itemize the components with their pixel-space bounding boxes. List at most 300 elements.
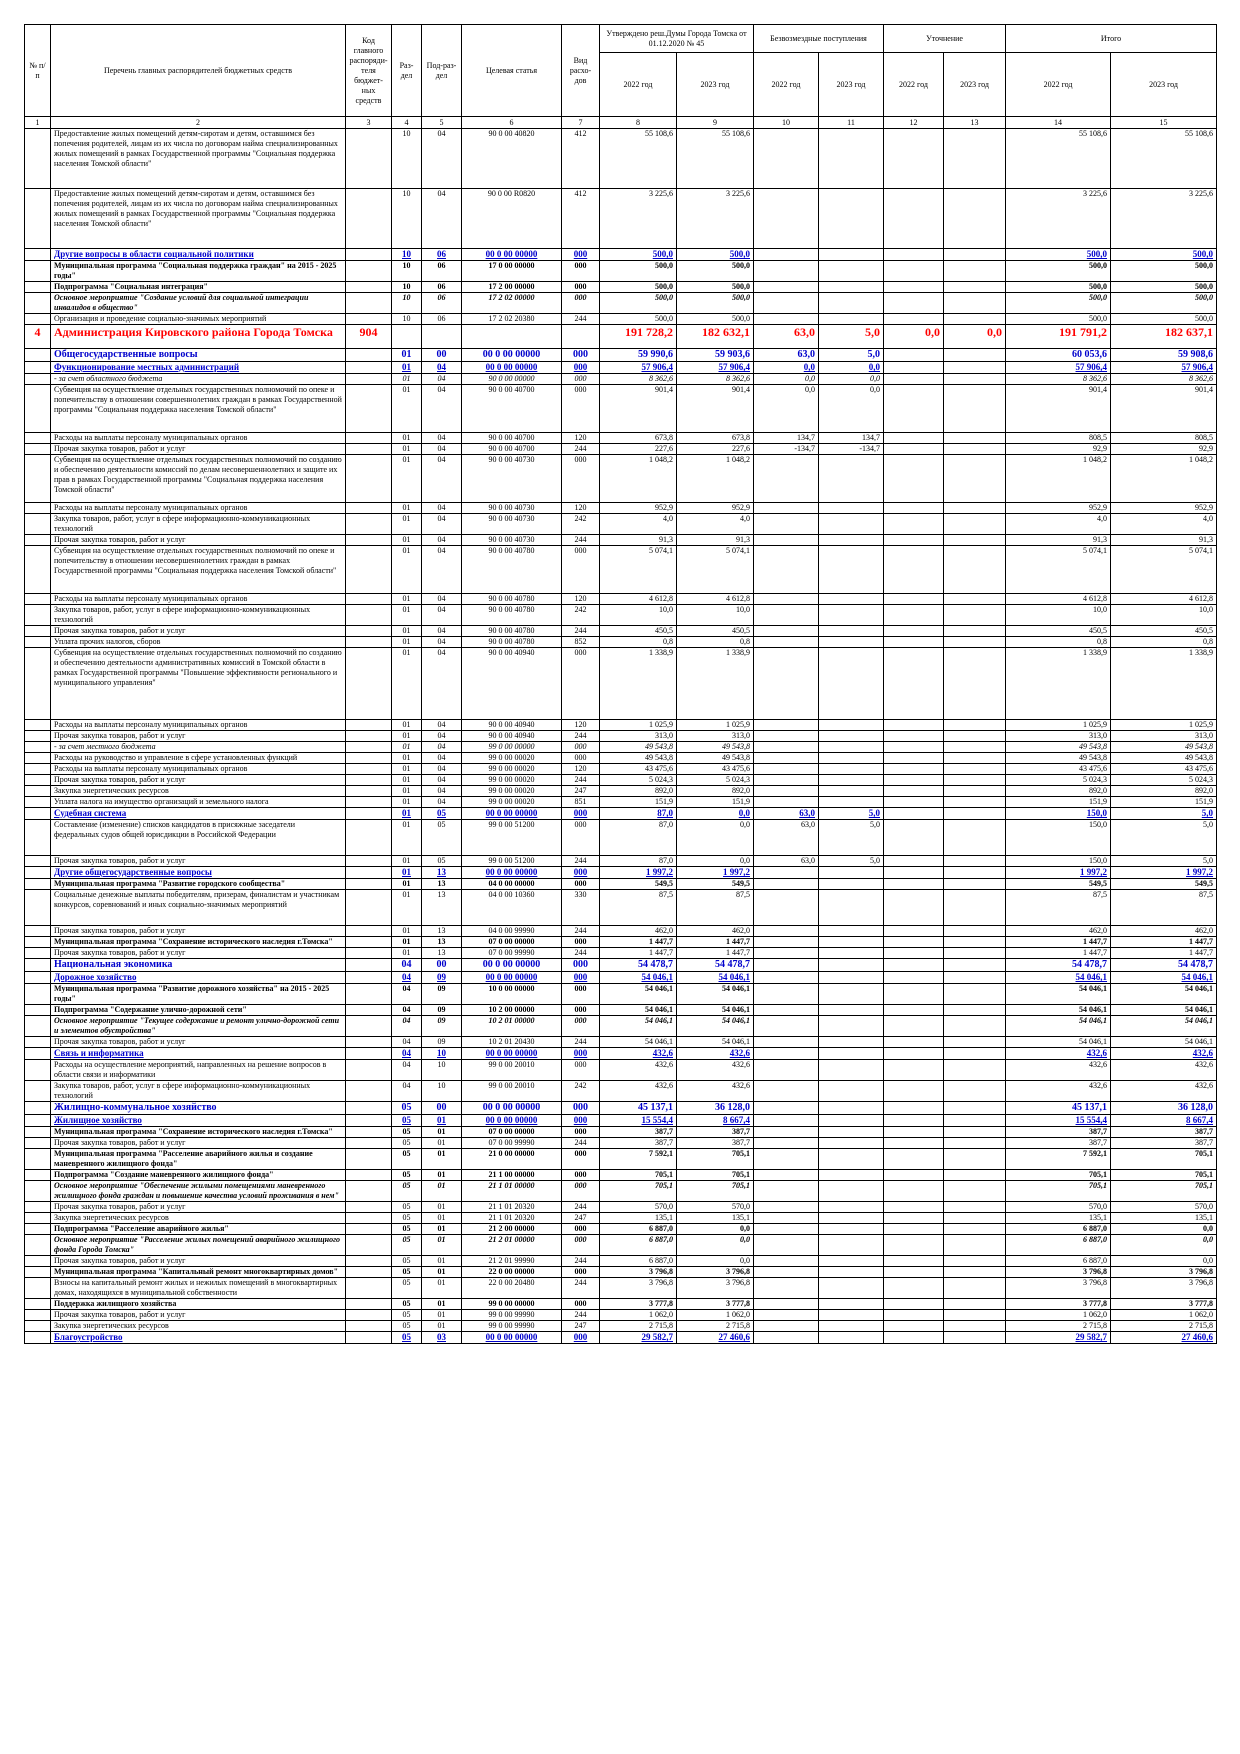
row-exptype: 000	[562, 742, 600, 753]
row-approved-2023: 54 046,1	[677, 1016, 754, 1037]
row-number	[25, 514, 51, 535]
row-total-2023: 5,0	[1111, 820, 1217, 856]
table-row	[25, 984, 1217, 1005]
row-name: Муниципальная программа "Социальная поддержка граждан" на 2015 - 2025 годы"	[51, 261, 346, 282]
row-number	[25, 648, 51, 720]
row-approved-2022: 3 796,8	[600, 1267, 677, 1278]
header-code: Код главного распоряди-теля бюджет-ных средств	[346, 25, 392, 117]
row-name: Основное мероприятие "Расселение жилых помещений аварийного жилищного фонда Города Томска"	[51, 1235, 346, 1256]
row-exptype: 000	[562, 1060, 600, 1081]
row-gratuitous-2022	[754, 1321, 819, 1332]
row-exptype: 120	[562, 503, 600, 514]
row-gratuitous-2022	[754, 189, 819, 249]
row-approved-2022: 5 024,3	[600, 775, 677, 786]
row-exptype: 244	[562, 1202, 600, 1213]
row-approved-2023: 0,0	[677, 1224, 754, 1235]
row-exptype: 120	[562, 720, 600, 731]
row-section: 04	[392, 972, 422, 984]
row-name: Муниципальная программа "Расселение аварийного жилья и создание маневренного жилищного фонда"	[51, 1149, 346, 1170]
row-name: Основное мероприятие "Создание условий для социальной интеграции инвалидов в общество"	[51, 293, 346, 314]
row-subsection: 04	[422, 594, 462, 605]
row-total-2022: 10,0	[1006, 605, 1111, 626]
row-total-2023: 570,0	[1111, 1202, 1217, 1213]
table-row	[25, 1127, 1217, 1138]
row-section: 01	[392, 937, 422, 948]
row-refine-2022	[884, 189, 944, 249]
row-target: 04 0 00 99990	[462, 926, 562, 937]
row-subsection: 01	[422, 1299, 462, 1310]
row-subsection: 06	[422, 261, 462, 282]
row-gratuitous-2023	[819, 890, 884, 926]
row-refine-2023	[944, 349, 1006, 362]
row-refine-2022	[884, 1213, 944, 1224]
row-gratuitous-2023: 134,7	[819, 433, 884, 444]
row-target: 99 0 00 00000	[462, 742, 562, 753]
row-target: 00 0 00 00000	[462, 249, 562, 261]
row-approved-2023: 182 632,1	[677, 325, 754, 349]
row-target: 10 2 01 20430	[462, 1037, 562, 1048]
row-total-2022: 3 225,6	[1006, 189, 1111, 249]
row-name: Основное мероприятие "Обеспечение жилыми помещениями маневренного жилищного фонда граждан и повышение качества условий проживания в нем"	[51, 1181, 346, 1202]
row-code	[346, 937, 392, 948]
row-gratuitous-2022	[754, 797, 819, 808]
row-code	[346, 293, 392, 314]
row-refine-2023	[944, 1138, 1006, 1149]
row-gratuitous-2022	[754, 1048, 819, 1060]
row-approved-2022: 54 478,7	[600, 959, 677, 972]
row-code: 904	[346, 325, 392, 349]
row-approved-2023: 43 475,6	[677, 764, 754, 775]
row-approved-2022: 87,0	[600, 856, 677, 867]
row-refine-2022	[884, 1321, 944, 1332]
row-number	[25, 890, 51, 926]
row-exptype: 000	[562, 362, 600, 374]
row-total-2022: 5 074,1	[1006, 546, 1111, 594]
row-name: Муниципальная программа "Капитальный ремонт многоквартирных домов"	[51, 1267, 346, 1278]
row-refine-2022	[884, 455, 944, 503]
row-section: 01	[392, 637, 422, 648]
row-exptype: 120	[562, 594, 600, 605]
row-gratuitous-2022	[754, 867, 819, 879]
table-row	[25, 349, 1217, 362]
table-row	[25, 1016, 1217, 1037]
row-refine-2022	[884, 129, 944, 189]
row-section: 04	[392, 1060, 422, 1081]
row-code	[346, 731, 392, 742]
row-target: 90 0 00 R0820	[462, 189, 562, 249]
row-total-2022: 6 887,0	[1006, 1224, 1111, 1235]
row-name: Прочая закупка товаров, работ и услуг	[51, 948, 346, 959]
row-total-2023: 10,0	[1111, 605, 1217, 626]
row-subsection: 10	[422, 1048, 462, 1060]
table-row	[25, 314, 1217, 325]
row-subsection: 13	[422, 879, 462, 890]
row-target: 21 2 01 99990	[462, 1256, 562, 1267]
row-gratuitous-2022	[754, 948, 819, 959]
row-gratuitous-2023	[819, 1127, 884, 1138]
row-refine-2022	[884, 1256, 944, 1267]
row-name: Прочая закупка товаров, работ и услуг	[51, 1202, 346, 1213]
row-subsection: 05	[422, 820, 462, 856]
row-total-2022: 3 796,8	[1006, 1278, 1111, 1299]
row-refine-2023	[944, 984, 1006, 1005]
row-code	[346, 1016, 392, 1037]
row-name: Субвенция на осуществление отдельных государственных полномочий по созданию и обеспечению деятельности комиссий по делам несовершеннолетних и защите их прав в рамках Государственной программы "Социальная поддержка населения Томской области"	[51, 455, 346, 503]
row-code	[346, 797, 392, 808]
row-gratuitous-2022	[754, 879, 819, 890]
row-approved-2023: 5 074,1	[677, 546, 754, 594]
column-number: 9	[677, 117, 754, 129]
row-approved-2023: 549,5	[677, 879, 754, 890]
row-target: 00 0 00 00000	[462, 808, 562, 820]
row-name: Поддержка жилищного хозяйства	[51, 1299, 346, 1310]
row-refine-2023	[944, 764, 1006, 775]
row-approved-2022: 5 074,1	[600, 546, 677, 594]
row-refine-2022	[884, 972, 944, 984]
table-row	[25, 856, 1217, 867]
row-approved-2023: 151,9	[677, 797, 754, 808]
row-gratuitous-2022	[754, 1060, 819, 1081]
row-subsection: 01	[422, 1149, 462, 1170]
row-number	[25, 867, 51, 879]
row-total-2023: 54 478,7	[1111, 959, 1217, 972]
row-total-2022: 135,1	[1006, 1213, 1111, 1224]
row-number	[25, 1060, 51, 1081]
row-total-2022: 54 046,1	[1006, 984, 1111, 1005]
row-code	[346, 1005, 392, 1016]
row-approved-2023: 57 906,4	[677, 362, 754, 374]
row-subsection: 09	[422, 1005, 462, 1016]
row-gratuitous-2022	[754, 455, 819, 503]
row-gratuitous-2022	[754, 129, 819, 189]
row-approved-2023: 55 108,6	[677, 129, 754, 189]
table-row	[25, 282, 1217, 293]
row-gratuitous-2023	[819, 249, 884, 261]
table-row	[25, 890, 1217, 926]
row-refine-2022	[884, 1181, 944, 1202]
row-approved-2022: 549,5	[600, 879, 677, 890]
row-gratuitous-2023	[819, 797, 884, 808]
row-name: Прочая закупка товаров, работ и услуг	[51, 1256, 346, 1267]
column-number: 7	[562, 117, 600, 129]
row-exptype: 244	[562, 1037, 600, 1048]
row-exptype: 247	[562, 1213, 600, 1224]
row-total-2023: 500,0	[1111, 314, 1217, 325]
row-subsection: 01	[422, 1235, 462, 1256]
row-gratuitous-2022	[754, 1299, 819, 1310]
row-total-2022: 387,7	[1006, 1127, 1111, 1138]
row-refine-2023	[944, 879, 1006, 890]
row-total-2023: 1 338,9	[1111, 648, 1217, 720]
row-approved-2023: 227,6	[677, 444, 754, 455]
row-subsection: 09	[422, 984, 462, 1005]
row-target: 00 0 00 00000	[462, 972, 562, 984]
row-subsection	[422, 325, 462, 349]
row-section: 01	[392, 362, 422, 374]
row-number	[25, 605, 51, 626]
row-subsection: 04	[422, 514, 462, 535]
row-refine-2023	[944, 1181, 1006, 1202]
row-gratuitous-2022	[754, 1202, 819, 1213]
row-approved-2023: 135,1	[677, 1213, 754, 1224]
row-refine-2023	[944, 514, 1006, 535]
row-approved-2023: 1 338,9	[677, 648, 754, 720]
row-section: 10	[392, 282, 422, 293]
row-approved-2022: 432,6	[600, 1048, 677, 1060]
row-name: Составление (изменение) списков кандидатов в присяжные заседатели федеральных судов общей юрисдикции в Российской Федерации	[51, 820, 346, 856]
row-code	[346, 1235, 392, 1256]
table-row	[25, 1170, 1217, 1181]
row-code	[346, 1181, 392, 1202]
row-code	[346, 189, 392, 249]
row-name: Жилищно-коммунальное хозяйство	[51, 1102, 346, 1115]
row-approved-2022: 4,0	[600, 514, 677, 535]
row-approved-2023: 49 543,8	[677, 753, 754, 764]
row-refine-2022	[884, 1278, 944, 1299]
row-refine-2022	[884, 314, 944, 325]
row-name: Закупка энергетических ресурсов	[51, 1321, 346, 1332]
row-approved-2023: 54 046,1	[677, 1005, 754, 1016]
row-approved-2022: 500,0	[600, 293, 677, 314]
row-name: Субвенция на осуществление отдельных государственных полномочий по созданию и обеспечению деятельности административных комиссий в Томской области в рамках Государственной программы "Повышение эффективности регионального и муниципального управления"	[51, 648, 346, 720]
row-total-2023: 3 777,8	[1111, 1299, 1217, 1310]
row-exptype: 851	[562, 797, 600, 808]
row-target: 00 0 00 00000	[462, 1332, 562, 1344]
row-approved-2022: 432,6	[600, 1081, 677, 1102]
row-subsection: 09	[422, 1016, 462, 1037]
row-subsection: 06	[422, 282, 462, 293]
row-approved-2022: 500,0	[600, 261, 677, 282]
row-refine-2022	[884, 249, 944, 261]
row-gratuitous-2023: 0,0	[819, 374, 884, 385]
row-subsection: 04	[422, 786, 462, 797]
row-target: 90 0 00 40730	[462, 455, 562, 503]
row-total-2022: 6 887,0	[1006, 1235, 1111, 1256]
row-target: 22 0 00 00000	[462, 1267, 562, 1278]
row-refine-2023	[944, 1016, 1006, 1037]
row-exptype: 000	[562, 349, 600, 362]
row-code	[346, 1213, 392, 1224]
header-year: 2022 год	[754, 53, 819, 117]
table-row	[25, 720, 1217, 731]
row-gratuitous-2022: 0,0	[754, 362, 819, 374]
row-target: 90 0 00 40730	[462, 503, 562, 514]
row-name: Расходы на выплаты персоналу муниципальных органов	[51, 503, 346, 514]
row-target: 00 0 00 00000	[462, 867, 562, 879]
row-total-2022: 7 592,1	[1006, 1149, 1111, 1170]
row-refine-2023	[944, 1037, 1006, 1048]
row-code	[346, 605, 392, 626]
table-row	[25, 1299, 1217, 1310]
row-name: Прочая закупка товаров, работ и услуг	[51, 775, 346, 786]
row-gratuitous-2023	[819, 1102, 884, 1115]
row-exptype: 000	[562, 808, 600, 820]
row-refine-2022	[884, 984, 944, 1005]
row-approved-2023: 1 997,2	[677, 867, 754, 879]
row-gratuitous-2022	[754, 1235, 819, 1256]
table-row	[25, 808, 1217, 820]
row-code	[346, 959, 392, 972]
row-refine-2023	[944, 1278, 1006, 1299]
row-gratuitous-2023	[819, 984, 884, 1005]
row-refine-2022	[884, 444, 944, 455]
row-total-2022: 43 475,6	[1006, 764, 1111, 775]
row-total-2022: 15 554,4	[1006, 1115, 1111, 1127]
row-refine-2023	[944, 1060, 1006, 1081]
row-name: Расходы на выплаты персоналу муниципальных органов	[51, 433, 346, 444]
row-approved-2022: 4 612,8	[600, 594, 677, 605]
row-refine-2022	[884, 764, 944, 775]
row-gratuitous-2022	[754, 786, 819, 797]
row-section: 01	[392, 731, 422, 742]
row-refine-2023	[944, 249, 1006, 261]
row-gratuitous-2022	[754, 937, 819, 948]
row-exptype: 244	[562, 314, 600, 325]
row-refine-2023	[944, 535, 1006, 546]
row-refine-2022	[884, 1037, 944, 1048]
row-refine-2023	[944, 808, 1006, 820]
row-name: Жилищное хозяйство	[51, 1115, 346, 1127]
row-total-2022: 151,9	[1006, 797, 1111, 808]
row-gratuitous-2023	[819, 546, 884, 594]
table-row	[25, 1138, 1217, 1149]
row-refine-2023	[944, 820, 1006, 856]
row-total-2022: 57 906,4	[1006, 362, 1111, 374]
row-subsection: 04	[422, 129, 462, 189]
row-section: 05	[392, 1267, 422, 1278]
row-section: 05	[392, 1256, 422, 1267]
row-gratuitous-2023	[819, 1138, 884, 1149]
table-row	[25, 503, 1217, 514]
row-code	[346, 433, 392, 444]
row-total-2023: 27 460,6	[1111, 1332, 1217, 1344]
row-code	[346, 1037, 392, 1048]
row-approved-2023: 432,6	[677, 1081, 754, 1102]
row-approved-2022: 901,4	[600, 385, 677, 433]
row-number	[25, 1256, 51, 1267]
row-subsection: 03	[422, 1332, 462, 1344]
row-total-2023: 49 543,8	[1111, 742, 1217, 753]
row-number	[25, 282, 51, 293]
row-refine-2023	[944, 1127, 1006, 1138]
row-gratuitous-2023	[819, 786, 884, 797]
row-name: Прочая закупка товаров, работ и услуг	[51, 1310, 346, 1321]
row-subsection: 13	[422, 937, 462, 948]
row-section: 05	[392, 1278, 422, 1299]
row-gratuitous-2023	[819, 1321, 884, 1332]
row-approved-2023: 432,6	[677, 1048, 754, 1060]
row-subsection: 01	[422, 1138, 462, 1149]
row-subsection: 04	[422, 189, 462, 249]
row-refine-2023	[944, 282, 1006, 293]
row-total-2022: 450,5	[1006, 626, 1111, 637]
row-number	[25, 385, 51, 433]
row-target: 21 2 01 00000	[462, 1235, 562, 1256]
row-section: 01	[392, 890, 422, 926]
row-name: Расходы на руководство и управление в сфере установленных функций	[51, 753, 346, 764]
row-total-2023: 1 025,9	[1111, 720, 1217, 731]
row-gratuitous-2023	[819, 129, 884, 189]
column-number: 3	[346, 117, 392, 129]
row-section: 01	[392, 455, 422, 503]
row-refine-2022	[884, 535, 944, 546]
row-total-2023: 432,6	[1111, 1060, 1217, 1081]
row-gratuitous-2023	[819, 1202, 884, 1213]
row-section: 01	[392, 775, 422, 786]
row-refine-2023	[944, 546, 1006, 594]
row-section: 01	[392, 349, 422, 362]
row-gratuitous-2023: 0,0	[819, 385, 884, 433]
row-total-2022: 1 062,0	[1006, 1310, 1111, 1321]
row-approved-2022: 432,6	[600, 1060, 677, 1081]
row-code	[346, 1278, 392, 1299]
row-total-2023: 2 715,8	[1111, 1321, 1217, 1332]
row-refine-2023	[944, 1005, 1006, 1016]
row-code	[346, 626, 392, 637]
table-row	[25, 948, 1217, 959]
row-refine-2023	[944, 1149, 1006, 1170]
row-exptype: 000	[562, 1299, 600, 1310]
row-subsection: 04	[422, 742, 462, 753]
row-subsection: 01	[422, 1321, 462, 1332]
row-code	[346, 594, 392, 605]
row-section: 01	[392, 764, 422, 775]
row-refine-2023	[944, 753, 1006, 764]
row-refine-2022	[884, 926, 944, 937]
row-total-2023: 0,8	[1111, 637, 1217, 648]
row-name: Другие общегосударственные вопросы	[51, 867, 346, 879]
row-total-2022: 1 997,2	[1006, 867, 1111, 879]
row-name: Основное мероприятие "Текущее содержание и ремонт улично-дорожной сети и элементов обустройства"	[51, 1016, 346, 1037]
row-exptype: 000	[562, 374, 600, 385]
row-number	[25, 626, 51, 637]
column-number: 8	[600, 117, 677, 129]
row-section: 05	[392, 1332, 422, 1344]
row-number	[25, 455, 51, 503]
row-total-2023: 1 048,2	[1111, 455, 1217, 503]
row-number	[25, 503, 51, 514]
row-total-2022: 8 362,6	[1006, 374, 1111, 385]
row-total-2022: 54 046,1	[1006, 1016, 1111, 1037]
row-number	[25, 1127, 51, 1138]
row-total-2023: 462,0	[1111, 926, 1217, 937]
row-total-2023: 4 612,8	[1111, 594, 1217, 605]
row-gratuitous-2022	[754, 1115, 819, 1127]
row-target: 07 0 00 00000	[462, 1127, 562, 1138]
row-total-2023: 0,0	[1111, 1256, 1217, 1267]
row-gratuitous-2022	[754, 1005, 819, 1016]
row-gratuitous-2023	[819, 314, 884, 325]
row-approved-2022: 59 990,6	[600, 349, 677, 362]
row-exptype: 000	[562, 1149, 600, 1170]
row-exptype: 000	[562, 984, 600, 1005]
row-refine-2022	[884, 959, 944, 972]
row-code	[346, 764, 392, 775]
row-total-2022: 462,0	[1006, 926, 1111, 937]
row-refine-2022	[884, 808, 944, 820]
row-refine-2022	[884, 362, 944, 374]
row-code	[346, 1224, 392, 1235]
row-refine-2022	[884, 637, 944, 648]
table-row	[25, 867, 1217, 879]
row-gratuitous-2022	[754, 890, 819, 926]
row-approved-2023: 892,0	[677, 786, 754, 797]
row-name: Прочая закупка товаров, работ и услуг	[51, 626, 346, 637]
row-target: 04 0 00 10360	[462, 890, 562, 926]
row-refine-2023	[944, 1321, 1006, 1332]
table-row	[25, 1310, 1217, 1321]
row-name: Прочая закупка товаров, работ и услуг	[51, 1138, 346, 1149]
